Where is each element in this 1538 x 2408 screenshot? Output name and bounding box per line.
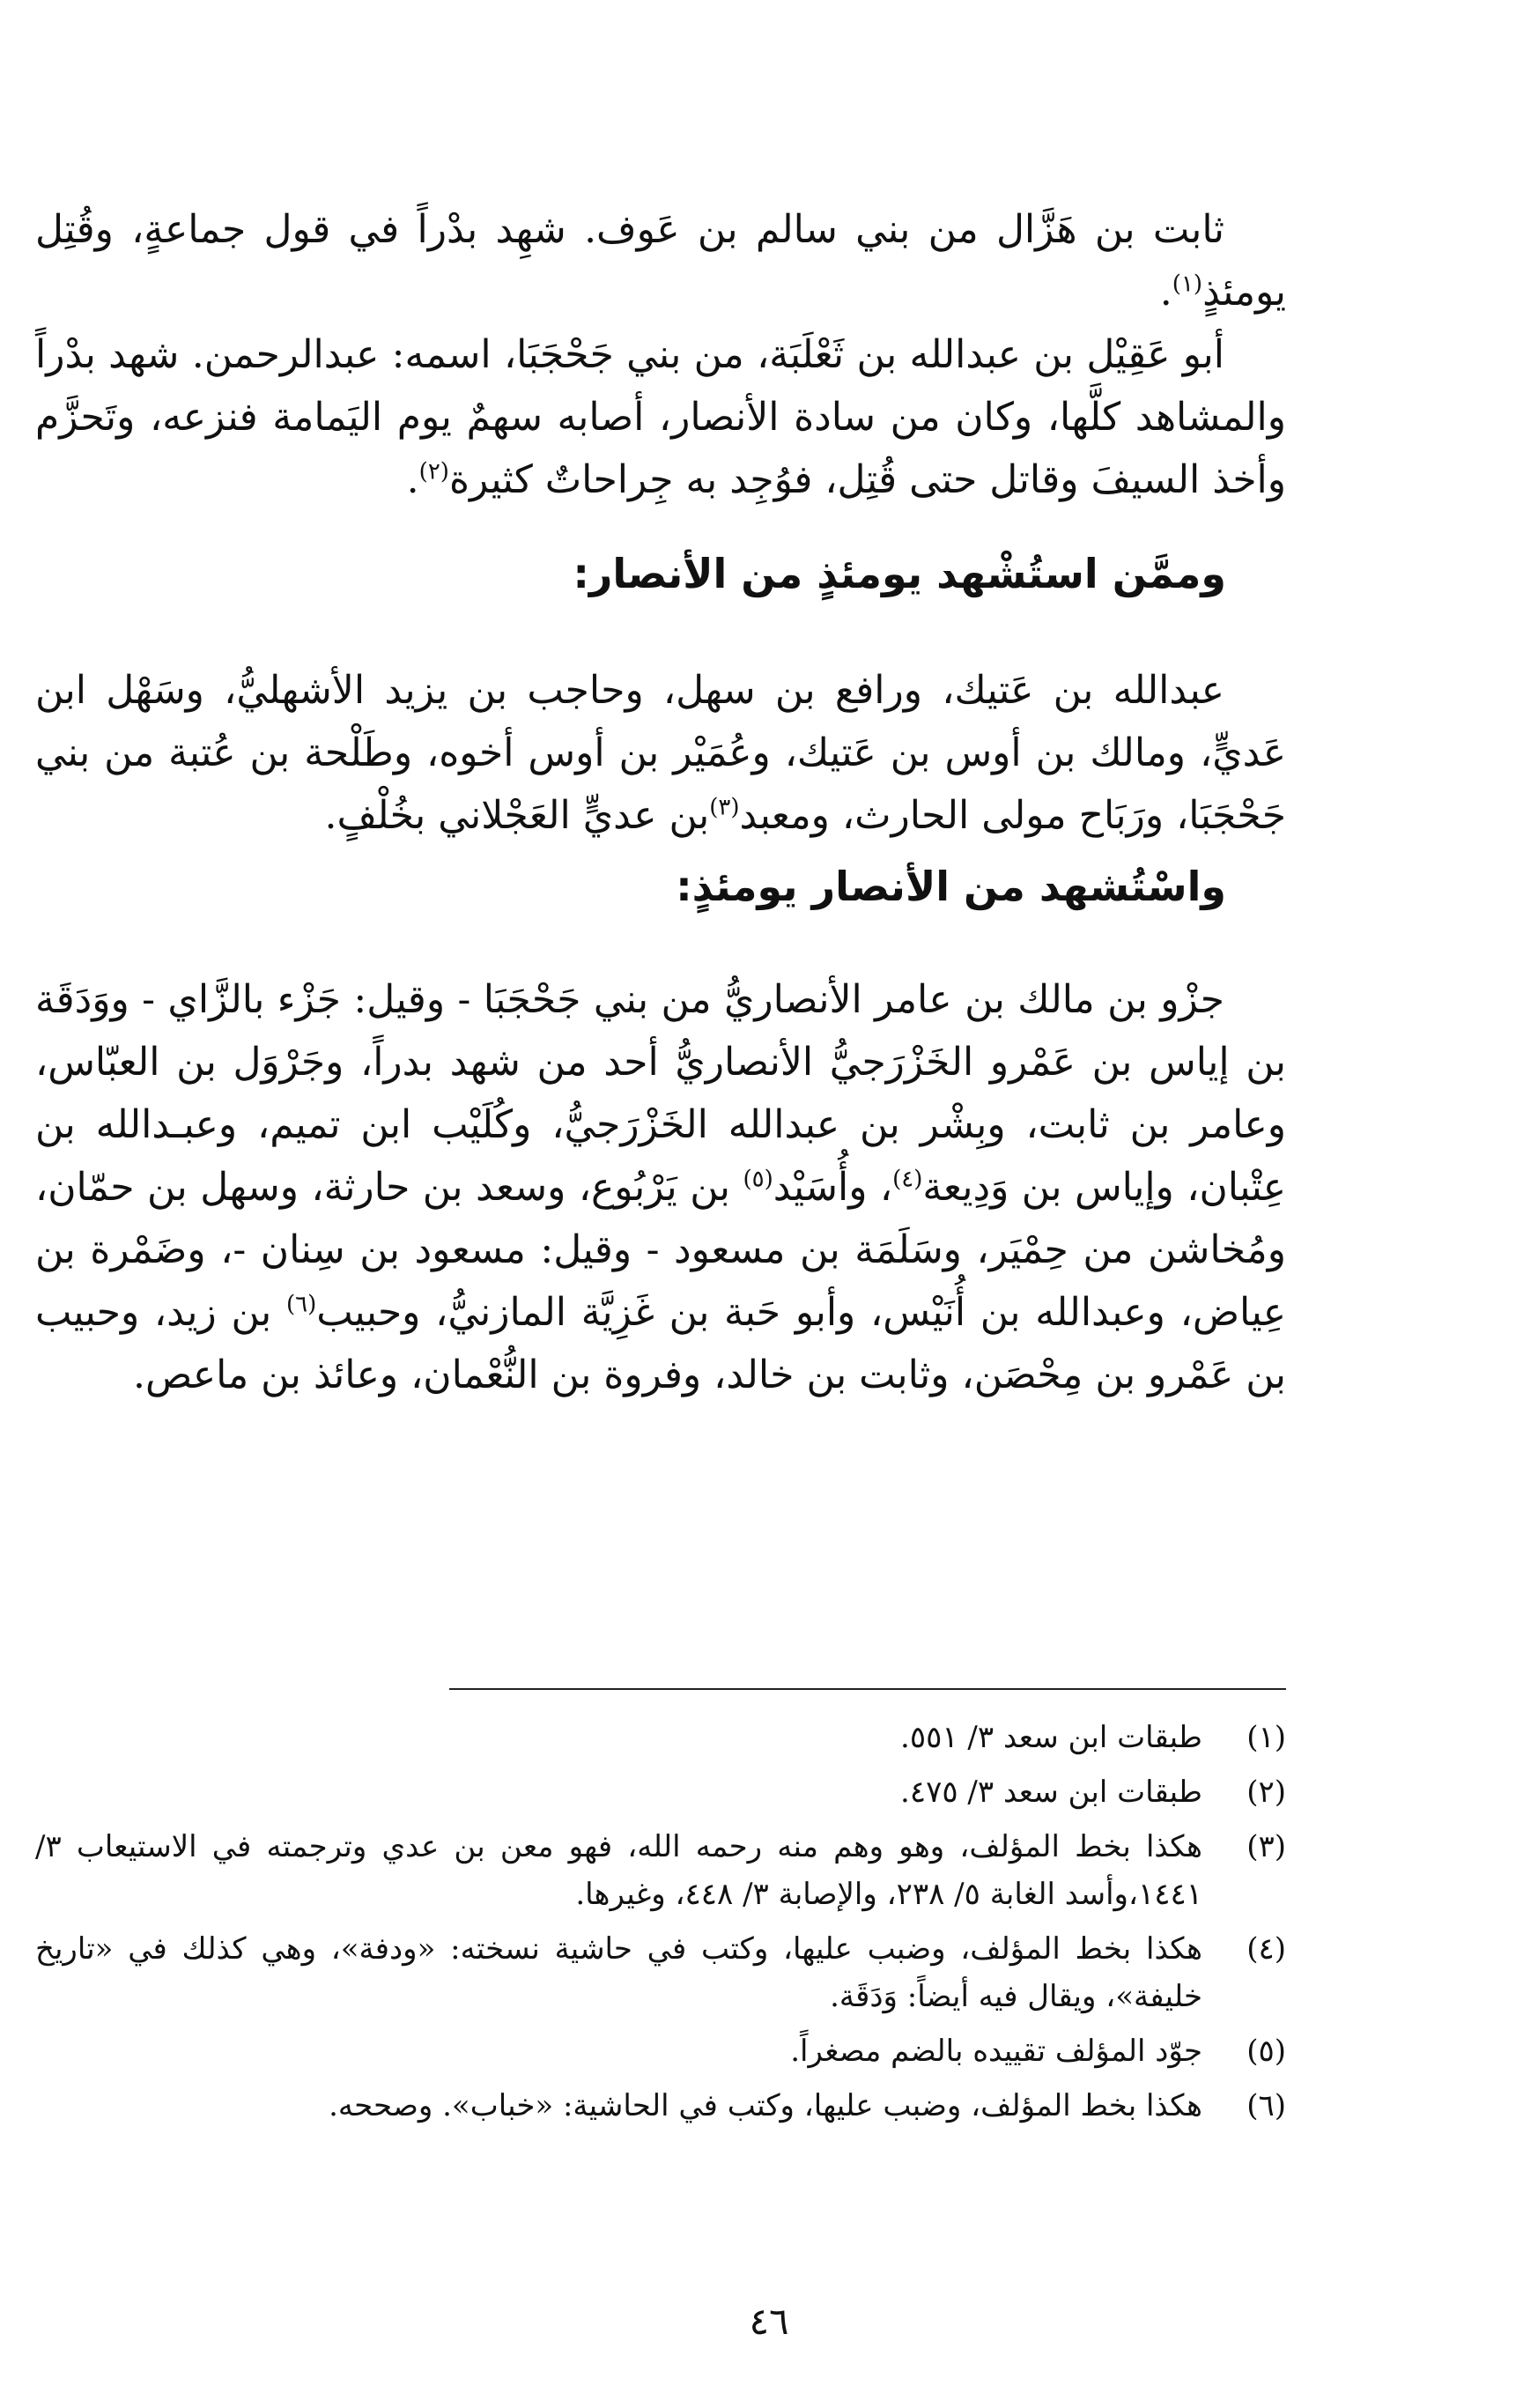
section-heading-martyrs: وممَّن استُشْهد يومئذٍ من الأنصار: bbox=[573, 550, 1226, 597]
footnote-number: (٤) bbox=[1246, 1931, 1286, 1967]
footnote-text: جوّد المؤلف تقييده بالضم مصغراً. bbox=[790, 2034, 1202, 2069]
footnote-ref-4[interactable]: (٤) bbox=[892, 1166, 923, 1193]
footnote-3 bbox=[35, 1823, 1286, 1918]
footnote-ref-1[interactable]: (١) bbox=[1172, 270, 1203, 298]
footnote-divider bbox=[449, 1688, 1286, 1690]
paragraph-abu-aqil bbox=[35, 323, 1286, 511]
footnote-1 bbox=[35, 1714, 1286, 1761]
footnote-number: (٢) bbox=[1246, 1775, 1286, 1810]
footnote-2 bbox=[35, 1768, 1286, 1816]
paragraph-text: جزْو بن مالك بن عامر الأنصاريُّ من بني جَحْجَبَا - وقيل: جَزْء بالزَّاي - ووَدَقَة بن إياس بن عَمْرو الخَزْرَجيُّ الأنصاريُّ أحد من شهد بدراً، وجَرْوَل بن العبّاس، وعامر بن ثابت، وبِشْر بن عبدالله الخَزْرَجيُّ، وكُلَيْب ابن تميم، وعبـدالله بن عِتْبان، وإياس بن وَدِيعة bbox=[35, 977, 1286, 1210]
paragraph-ansar-list bbox=[35, 968, 1286, 1406]
paragraph-thabit bbox=[35, 198, 1286, 323]
paragraph-text: أبو عَقِيْل بن عبدالله بن ثَعْلَبَة، من بني جَحْجَبَا، اسمه: عبدالرحمن. شهد بدْراً والمشاهد كلَّها، وكان من سادة الأنصار، أصابه سهمٌ يوم اليَمامة فنزعه، وتَحزَّم وأخذ السيفَ وقاتل حتى قُتِل، فوُجِد به جِراحاتٌ كثيرة bbox=[35, 332, 1286, 502]
footnote-text: هكذا بخط المؤلف، وضبب عليها، وكتب في حاشية نسخته: «ودفة»، وهي كذلك في «تاريخ خليفة»، ويقال فيه أيضاً: وَدَقَة. bbox=[35, 1931, 1202, 2014]
paragraph-text: عبدالله بن عَتيك، ورافع بن سهل، وحاجب بن يزيد الأشهليُّ، وسَهْل ابن عَديٍّ، ومالك بن أوس بن عَتيك، وعُمَيْر بن أوس أخوه، وطَلْحة بن عُتبة من بني جَحْجَبَا، ورَبَاح مولى الحارث، ومعبد bbox=[35, 668, 1286, 838]
footnote-text: طبقات ابن سعد ٣/ ٥٥١. bbox=[900, 1720, 1202, 1755]
footnote-ref-5[interactable]: (٥) bbox=[743, 1166, 773, 1193]
footnote-ref-2[interactable]: (٢) bbox=[418, 458, 449, 485]
paragraph-text: بن عديٍّ العَجْلاني بخُلْفٍ. bbox=[324, 793, 710, 838]
footnote-4 bbox=[35, 1925, 1286, 2020]
footnotes-list bbox=[35, 1714, 1286, 2137]
paragraph-end: . bbox=[406, 457, 419, 502]
paragraph-martyrs-list bbox=[35, 659, 1286, 847]
paragraph-text: بن يَرْبُوع، وسعد بن حارثة، وسهل بن حمّان، ومُخاشن من حِمْيَر، وسَلَمَة بن مسعود - وقيل: مسعود بن سِنان -، وضَمْرة بن عِياض، وعبدالله بن أُنَيْس، وأبو حَبة بن غَزِيَّة المازنيُّ، وحبيب bbox=[35, 1165, 1286, 1335]
footnote-number: (٥) bbox=[1246, 2034, 1286, 2069]
footnote-text: طبقات ابن سعد ٣/ ٤٧٥. bbox=[900, 1775, 1202, 1810]
footnote-text: هكذا بخط المؤلف، وضبب عليها، وكتب في الحاشية: «خباب». وصححه. bbox=[329, 2088, 1202, 2123]
section-heading-ansar: واسْتُشهد من الأنصار يومئذٍ: bbox=[676, 863, 1226, 910]
footnote-number: (٦) bbox=[1246, 2088, 1286, 2123]
paragraph-text: ، وأُسَيْد bbox=[773, 1165, 893, 1210]
paragraph-end: . bbox=[1159, 270, 1172, 315]
main-text bbox=[35, 198, 1286, 1406]
footnote-ref-3[interactable]: (٣) bbox=[709, 794, 740, 821]
paragraph-text: ثابت بن هَزَّال من بني سالم بن عَوف. شهِد بدْراً في قول جماعةٍ، وقُتِل يومئذٍ bbox=[35, 207, 1286, 315]
paragraph-text: بن زيد، وحبيب بن عَمْرو بن مِحْصَن، وثابت بن خالد، وفروة بن النُّعْمان، وعائذ بن ماعص. bbox=[35, 1290, 1286, 1397]
footnote-number: (٣) bbox=[1246, 1829, 1286, 1864]
footnote-5 bbox=[35, 2027, 1286, 2075]
footnote-number: (١) bbox=[1246, 1720, 1286, 1755]
footnote-ref-6[interactable]: (٦) bbox=[285, 1291, 317, 1318]
footnote-text: هكذا بخط المؤلف، وهو وهم منه رحمه الله، فهو معن بن عدي وترجمته في الاستيعاب ٣/ ١٤٤١،وأسد الغابة ٥/ ٢٣٨، والإصابة ٣/ ٤٤٨، وغيرها. bbox=[35, 1829, 1202, 1912]
page-number: ٤٦ bbox=[749, 2300, 789, 2343]
footnote-6 bbox=[35, 2082, 1286, 2130]
